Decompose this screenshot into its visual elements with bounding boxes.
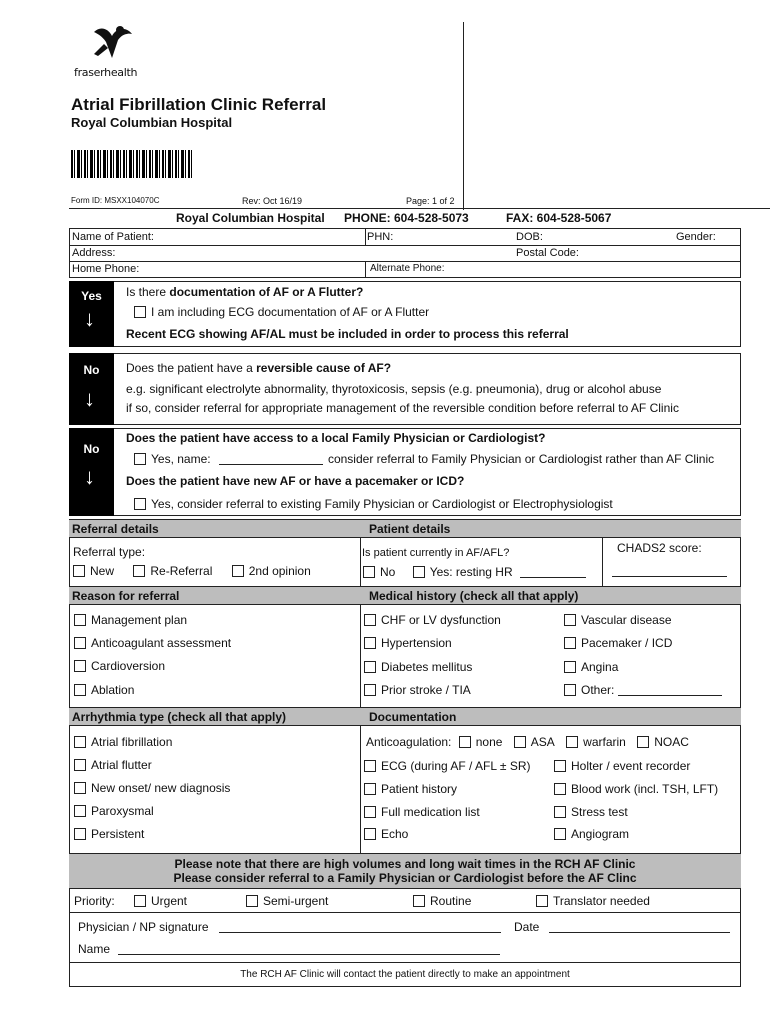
form-rev: Rev: Oct 16/19 — [242, 196, 303, 206]
history-item: Hypertension — [364, 637, 452, 649]
gender-field[interactable]: Gender: — [676, 231, 716, 243]
echo-checkbox[interactable] — [364, 828, 376, 840]
q2-question: Does the patient have a reversible cause of AF? — [126, 361, 392, 375]
atrial-fibrillation-checkbox[interactable] — [74, 736, 86, 748]
new-onset-checkbox[interactable] — [74, 782, 86, 794]
ecg-checkbox[interactable] — [364, 760, 376, 772]
hypertension-checkbox[interactable] — [364, 637, 376, 649]
semi-urgent-checkbox[interactable] — [246, 895, 258, 907]
reason-item: Ablation — [74, 684, 134, 696]
contact-phone: PHONE: 604-528-5073 — [344, 211, 469, 225]
chads-label: CHADS2 score: — [617, 541, 702, 555]
prior-stroke-checkbox[interactable] — [364, 684, 376, 696]
notice-line1: Please note that there are high volumes and long wait times in the RCH AF Clinic — [174, 857, 636, 871]
physician-name-input[interactable] — [219, 464, 323, 465]
arrhythmia-item: Atrial flutter — [74, 759, 152, 771]
arrhythmia-header: Arrhythmia type (check all that apply) — [72, 710, 287, 724]
cardioversion-checkbox[interactable] — [74, 660, 86, 672]
referral-type-label: Referral type: — [73, 545, 146, 559]
header-divider — [69, 208, 770, 209]
arrhythmia-item: Atrial fibrillation — [74, 736, 172, 748]
second-opinion-checkbox[interactable] — [232, 565, 244, 577]
signature-input[interactable] — [219, 932, 501, 933]
footer-note: The RCH AF Clinic will contact the patient directly to make an appointment — [240, 969, 570, 980]
q1-note: Recent ECG showing AF/AL must be included in order to process this referral — [126, 327, 569, 341]
other-input[interactable] — [618, 695, 722, 696]
header-vertical-divider — [463, 22, 464, 210]
anticoagulation-row: Anticoagulation: none ASA warfarin NOAC — [366, 735, 689, 749]
af-no-checkbox[interactable] — [363, 566, 375, 578]
down-arrow-icon: ↓ — [84, 386, 95, 411]
holter-checkbox[interactable] — [554, 760, 566, 772]
priority-label: Priority: — [74, 894, 115, 908]
re-referral-checkbox[interactable] — [133, 565, 145, 577]
chf-checkbox[interactable] — [364, 614, 376, 626]
history-item: Prior stroke / TIA — [364, 684, 471, 696]
arrhythmia-item: New onset/ new diagnosis — [74, 782, 230, 794]
diabetes-checkbox[interactable] — [364, 661, 376, 673]
blood-work-checkbox[interactable] — [554, 783, 566, 795]
paroxysmal-checkbox[interactable] — [74, 805, 86, 817]
angiogram-checkbox[interactable] — [554, 828, 566, 840]
contact-fax: FAX: 604-528-5067 — [506, 211, 612, 225]
reason-item: Anticoagulant assessment — [74, 637, 231, 649]
q1-option: I am including ECG documentation of AF or A Flutter — [134, 306, 429, 318]
anticoagulant-assessment-checkbox[interactable] — [74, 637, 86, 649]
history-item: Angina — [564, 661, 618, 673]
reason-item: Management plan — [74, 614, 187, 626]
anticoag-asa-checkbox[interactable] — [514, 736, 526, 748]
form-id: Form ID: MSXX104070C — [71, 196, 160, 205]
af-question: Is patient currently in AF/AFL? — [362, 547, 510, 559]
address-field[interactable]: Address: — [72, 247, 116, 259]
ablation-checkbox[interactable] — [74, 684, 86, 696]
postal-code-field[interactable]: Postal Code: — [516, 247, 579, 259]
reason-header: Reason for referral — [72, 589, 180, 603]
routine-checkbox[interactable] — [413, 895, 425, 907]
q3-question1: Does the patient have access to a local Family Physician or Cardiologist? — [126, 431, 546, 445]
stress-test-checkbox[interactable] — [554, 806, 566, 818]
documentation-item: ECG (during AF / AFL ± SR) — [364, 760, 531, 772]
medication-list-checkbox[interactable] — [364, 806, 376, 818]
fraserhealth-logo — [72, 24, 142, 80]
documentation-item: Blood work (incl. TSH, LFT) — [554, 783, 718, 795]
vascular-disease-checkbox[interactable] — [564, 614, 576, 626]
history-item: Pacemaker / ICD — [564, 637, 672, 649]
priority-divider — [69, 912, 741, 913]
q2-line1: e.g. significant electrolyte abnormality, thyrotoxicosis, sepsis (e.g. pneumonia), drug or alcohol abuse — [126, 382, 662, 396]
q3-question2: Does the patient have new AF or have a pacemaker or ICD? — [126, 474, 465, 488]
resting-hr-input[interactable] — [520, 577, 586, 578]
yes-badge: Yes — [69, 281, 114, 347]
signature-label: Physician / NP signature — [78, 920, 209, 934]
footer-divider — [69, 962, 741, 963]
translator-needed: Translator needed — [536, 895, 650, 907]
management-plan-checkbox[interactable] — [74, 614, 86, 626]
arrhythmia-item: Persistent — [74, 828, 144, 840]
priority-semi-urgent: Semi-urgent — [246, 895, 328, 907]
atrial-flutter-checkbox[interactable] — [74, 759, 86, 771]
main-column-divider — [360, 519, 361, 854]
pacemaker-checkbox[interactable] — [564, 637, 576, 649]
anticoag-warfarin-checkbox[interactable] — [566, 736, 578, 748]
medical-history-header: Medical history (check all that apply) — [369, 589, 579, 603]
chads-divider — [602, 538, 603, 586]
contact-hospital: Royal Columbian Hospital — [176, 211, 325, 225]
history-item: Diabetes mellitus — [364, 661, 472, 673]
notice-line2: Please consider referral to a Family Physician or Cardiologist before the AF Clinc — [173, 871, 637, 885]
logo-text: fraserhealth — [74, 66, 138, 79]
form-title: Atrial Fibrillation Clinic Referral — [71, 95, 327, 114]
date-label: Date — [514, 920, 540, 934]
referral-details-header: Referral details — [72, 522, 159, 536]
down-arrow-icon: ↓ — [84, 306, 95, 331]
dob-field[interactable]: DOB: — [516, 231, 543, 243]
urgent-checkbox[interactable] — [134, 895, 146, 907]
anticoag-noac-checkbox[interactable] — [637, 736, 649, 748]
patient-name-field[interactable]: Name of Patient: — [72, 231, 154, 243]
q2-line2: if so, consider referral for appropriate management of the reversible condition before referral to AF Clinic — [126, 401, 679, 415]
reason-item: Cardioversion — [74, 660, 165, 672]
history-item: CHF or LV dysfunction — [364, 614, 501, 626]
new-checkbox[interactable] — [73, 565, 85, 577]
barcode — [71, 150, 193, 178]
priority-routine: Routine — [413, 895, 471, 907]
no-badge: No — [69, 353, 114, 425]
form-subtitle: Royal Columbian Hospital — [71, 115, 233, 130]
no-badge: No — [69, 428, 114, 516]
referral-type-options: New Re-Referral 2nd opinion — [73, 565, 311, 577]
patient-history-checkbox[interactable] — [364, 783, 376, 795]
documentation-item: Stress test — [554, 806, 628, 818]
alternate-phone-field[interactable]: Alternate Phone: — [370, 263, 445, 274]
history-item: Other: — [564, 684, 722, 696]
priority-urgent: Urgent — [134, 895, 187, 907]
new-af-checkbox[interactable] — [134, 498, 146, 510]
anticoag-none-checkbox[interactable] — [459, 736, 471, 748]
other-checkbox[interactable] — [564, 684, 576, 696]
af-options: No Yes: resting HR — [363, 566, 586, 578]
name-label: Name — [78, 942, 111, 956]
documentation-item: Full medication list — [364, 806, 480, 818]
persistent-checkbox[interactable] — [74, 828, 86, 840]
translator-checkbox[interactable] — [536, 895, 548, 907]
documentation-item: Patient history — [364, 783, 457, 795]
arrhythmia-item: Paroxysmal — [74, 805, 154, 817]
phn-field[interactable]: PHN: — [367, 231, 394, 243]
patient-details-header: Patient details — [369, 522, 451, 536]
documentation-item: Echo — [364, 828, 408, 840]
chads-score-input[interactable] — [612, 576, 727, 577]
q3-option2: Yes, consider referral to existing Family Physician or Cardiologist or Electrophysiologist — [134, 498, 613, 510]
form-page: Page: 1 of 2 — [406, 196, 455, 206]
q3-option1: Yes, name: consider referral to Family Physician or Cardiologist rather than AF Clinic — [134, 453, 714, 465]
documentation-header: Documentation — [369, 710, 457, 724]
history-item: Vascular disease — [564, 614, 672, 626]
heart-figure-icon — [84, 24, 140, 64]
ecg-included-checkbox[interactable] — [134, 306, 146, 318]
date-input[interactable] — [549, 932, 730, 933]
documentation-item: Holter / event recorder — [554, 760, 690, 772]
down-arrow-icon: ↓ — [84, 464, 95, 489]
af-yes-checkbox[interactable] — [413, 566, 425, 578]
angina-checkbox[interactable] — [564, 661, 576, 673]
name-input[interactable] — [118, 954, 500, 955]
has-physician-checkbox[interactable] — [134, 453, 146, 465]
documentation-item: Angiogram — [554, 828, 629, 840]
q1-question: Is there documentation of AF or A Flutter? — [126, 285, 364, 299]
home-phone-field[interactable]: Home Phone: — [72, 263, 140, 275]
